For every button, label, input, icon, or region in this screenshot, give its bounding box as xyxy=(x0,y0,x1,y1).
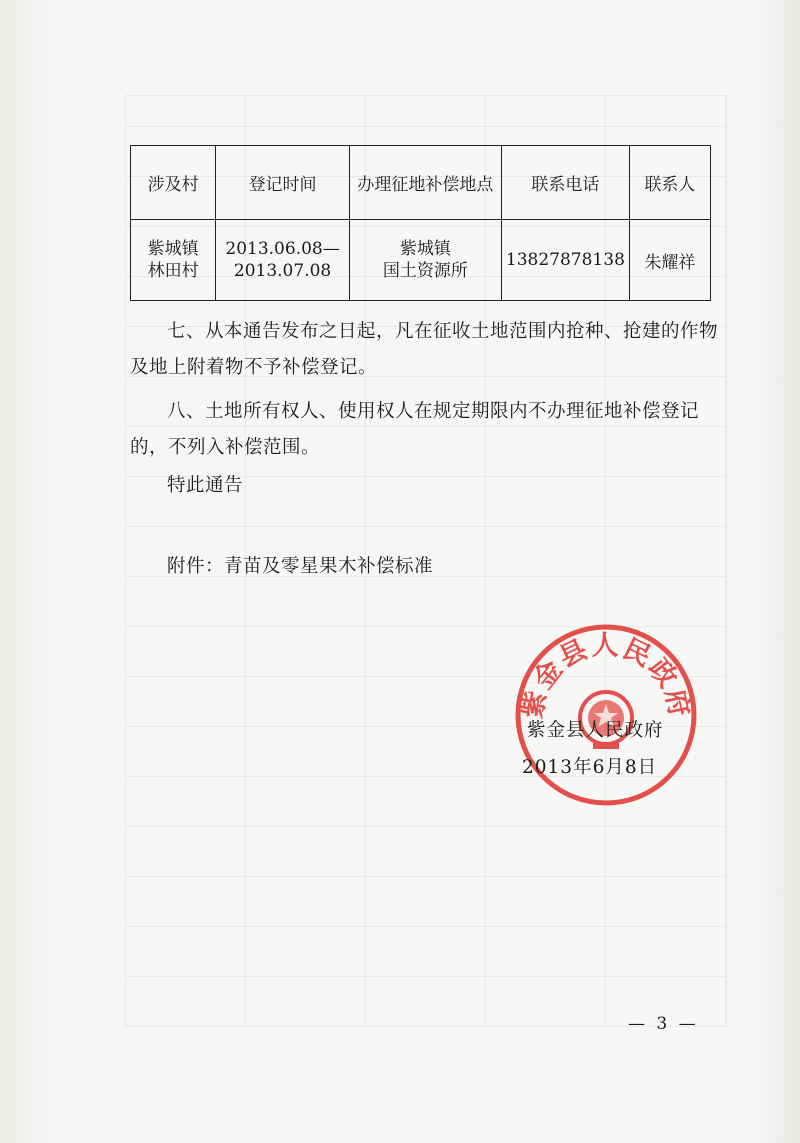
signature-org: 紫金县人民政府 xyxy=(527,720,664,741)
signature-date: 2013年6月8日 xyxy=(522,757,658,778)
header-time: 登记时间 xyxy=(216,146,350,220)
seal-text: 紫金县人民政府 xyxy=(516,630,696,722)
header-contact: 联系人 xyxy=(629,146,710,220)
page-number: — 3 — xyxy=(628,1014,699,1034)
place-line-1: 紫城镇 xyxy=(399,239,451,259)
village-line-2: 林田村 xyxy=(147,261,199,281)
table-row xyxy=(131,220,711,301)
government-seal xyxy=(513,622,699,808)
cell-contact: 朱耀祥 xyxy=(629,220,710,301)
paragraph-7: 七、从本通告发布之日起，凡在征收土地范围内抢种、抢建的作物及地上附着物不予补偿登记。 xyxy=(130,321,719,378)
cell-place xyxy=(349,220,501,301)
closing-text: 特此通告 xyxy=(167,475,244,496)
place-line-2: 国土资源所 xyxy=(382,261,468,281)
header-place: 办理征地补偿地点 xyxy=(349,146,501,220)
attachment-text: 附件：青苗及零星果木补偿标准 xyxy=(167,556,434,577)
cell-time xyxy=(216,220,350,301)
registration-info-table xyxy=(130,145,711,301)
cell-phone: 13827878138 xyxy=(501,220,629,301)
time-line-2: 2013.07.08 xyxy=(233,261,332,281)
header-village: 涉及村 xyxy=(131,146,216,220)
table-header-row xyxy=(131,146,711,220)
village-line-1: 紫城镇 xyxy=(147,239,199,259)
time-line-1: 2013.06.08— xyxy=(225,239,340,259)
paragraph-8: 八、土地所有权人、使用权人在规定期限内不办理征地补偿登记的，不列入补偿范围。 xyxy=(130,401,700,458)
header-phone: 联系电话 xyxy=(501,146,629,220)
cell-village xyxy=(131,220,216,301)
